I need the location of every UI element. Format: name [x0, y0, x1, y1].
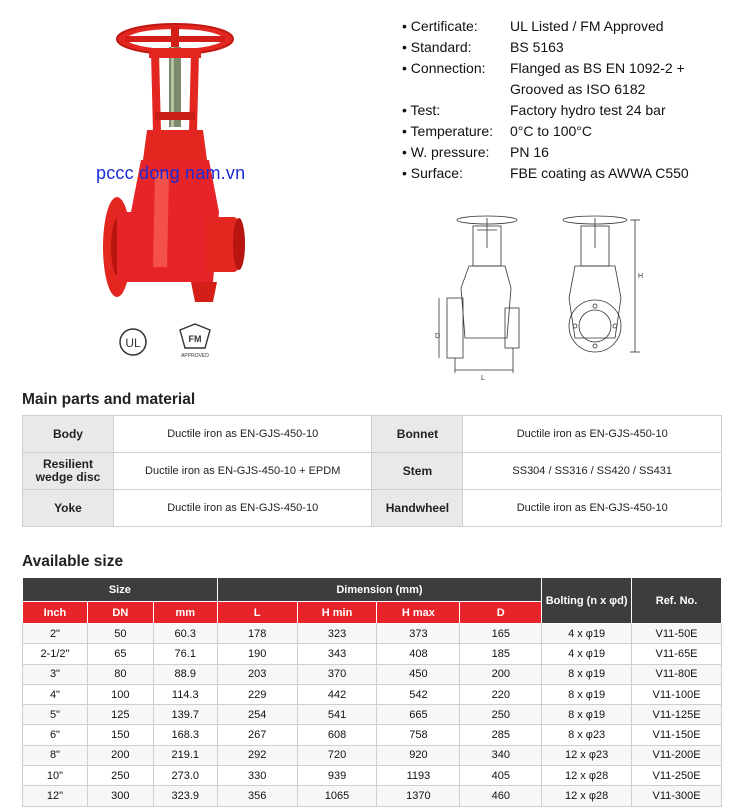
- table-cell: 373: [377, 624, 460, 644]
- part-value: Ductile iron as EN-GJS-450-10: [463, 416, 722, 453]
- table-row: [23, 745, 722, 765]
- table-cell: 10": [23, 766, 88, 786]
- spec-row-certificate: [402, 16, 742, 37]
- part-label: Yoke: [23, 490, 114, 527]
- table-cell: 125: [87, 705, 153, 725]
- table-cell: 442: [297, 684, 377, 704]
- table-cell: V11-150E: [632, 725, 722, 745]
- header-ref-no: Ref. No.: [632, 578, 722, 624]
- spec-list: [402, 16, 742, 184]
- table-cell: 2-1/2": [23, 644, 88, 664]
- table-cell: 542: [377, 684, 460, 704]
- table-cell: 65: [87, 644, 153, 664]
- table-cell: 12": [23, 786, 88, 806]
- table-cell: 939: [297, 766, 377, 786]
- spec-value: FBE coating as AWWA C550: [510, 165, 689, 181]
- table-row: [23, 490, 722, 527]
- header-h-min: H min: [297, 602, 377, 624]
- header-size: Size: [23, 578, 218, 602]
- table-cell: 200: [87, 745, 153, 765]
- header-mm: mm: [153, 602, 217, 624]
- table-row: [23, 786, 722, 806]
- table-cell: V11-80E: [632, 664, 722, 684]
- size-heading: Available size: [22, 553, 124, 570]
- table-row: [23, 664, 722, 684]
- dimension-drawing: [425, 208, 655, 383]
- table-cell: 8": [23, 745, 88, 765]
- table-cell: 1065: [297, 786, 377, 806]
- table-cell: 8 x φ19: [542, 705, 632, 725]
- table-cell: 758: [377, 725, 460, 745]
- table-cell: 114.3: [153, 684, 217, 704]
- table-cell: 229: [217, 684, 297, 704]
- table-cell: 920: [377, 745, 460, 765]
- table-cell: 356: [217, 786, 297, 806]
- table-cell: 665: [377, 705, 460, 725]
- table-cell: 267: [217, 725, 297, 745]
- spec-value: PN 16: [510, 144, 549, 160]
- table-cell: 6": [23, 725, 88, 745]
- table-cell: 405: [460, 766, 542, 786]
- table-cell: 608: [297, 725, 377, 745]
- table-cell: 4": [23, 684, 88, 704]
- part-label: Handwheel: [372, 490, 463, 527]
- table-cell: 220: [460, 684, 542, 704]
- spec-value: BS 5163: [510, 39, 564, 55]
- header-dn: DN: [87, 602, 153, 624]
- table-cell: 12 x φ23: [542, 745, 632, 765]
- table-cell: 2": [23, 624, 88, 644]
- dimension-h-label: H: [638, 273, 644, 280]
- table-row: [23, 766, 722, 786]
- table-cell: 541: [297, 705, 377, 725]
- spec-label: • Surface:: [402, 165, 463, 181]
- table-cell: 340: [460, 745, 542, 765]
- spec-label: • Test:: [402, 102, 441, 118]
- table-cell: 370: [297, 664, 377, 684]
- table-cell: 323: [297, 624, 377, 644]
- table-cell: 250: [460, 705, 542, 725]
- svg-text:FM: FM: [188, 334, 202, 344]
- table-cell: 100: [87, 684, 153, 704]
- part-label: Resilient wedge disc: [23, 453, 114, 490]
- table-cell: 4 x φ19: [542, 644, 632, 664]
- table-cell: 323.9: [153, 786, 217, 806]
- technical-drawing: [425, 208, 655, 383]
- parts-table: [22, 415, 722, 527]
- table-cell: V11-250E: [632, 766, 722, 786]
- spec-label: • Connection:: [402, 60, 486, 76]
- table-cell: 12 x φ28: [542, 766, 632, 786]
- spec-label: • Standard:: [402, 39, 472, 55]
- spec-value: Factory hydro test 24 bar: [510, 102, 666, 118]
- table-row: [23, 644, 722, 664]
- gate-valve-image: [95, 12, 255, 372]
- part-value: Ductile iron as EN-GJS-450-10: [463, 490, 722, 527]
- table-cell: 285: [460, 725, 542, 745]
- parts-heading: Main parts and material: [22, 391, 196, 408]
- header-h-max: H max: [377, 602, 460, 624]
- header-d: D: [460, 602, 542, 624]
- table-cell: 1193: [377, 766, 460, 786]
- table-cell: 254: [217, 705, 297, 725]
- table-cell: 185: [460, 644, 542, 664]
- table-row: [23, 453, 722, 490]
- table-header-row: [23, 578, 722, 602]
- table-cell: V11-100E: [632, 684, 722, 704]
- spec-value: Flanged as BS EN 1092-2 + Grooved as ISO 6182: [510, 60, 685, 97]
- table-cell: 60.3: [153, 624, 217, 644]
- table-cell: 460: [460, 786, 542, 806]
- table-cell: 88.9: [153, 664, 217, 684]
- header-dimension: Dimension (mm): [217, 578, 541, 602]
- table-cell: 200: [460, 664, 542, 684]
- ul-logo: [120, 329, 146, 355]
- table-cell: 720: [297, 745, 377, 765]
- table-cell: 190: [217, 644, 297, 664]
- part-label: Stem: [372, 453, 463, 490]
- table-cell: 12 x φ28: [542, 786, 632, 806]
- table-cell: 1370: [377, 786, 460, 806]
- table-cell: 450: [377, 664, 460, 684]
- spec-row-temperature: [402, 121, 742, 142]
- spec-row-pressure: [402, 142, 742, 163]
- table-cell: 168.3: [153, 725, 217, 745]
- table-cell: 8 x φ19: [542, 664, 632, 684]
- table-row: [23, 624, 722, 644]
- part-label: Bonnet: [372, 416, 463, 453]
- table-cell: 80: [87, 664, 153, 684]
- table-cell: 5": [23, 705, 88, 725]
- table-cell: 4 x φ19: [542, 624, 632, 644]
- table-cell: 3": [23, 664, 88, 684]
- table-cell: V11-200E: [632, 745, 722, 765]
- table-cell: 8 x φ19: [542, 684, 632, 704]
- table-cell: 219.1: [153, 745, 217, 765]
- table-cell: 292: [217, 745, 297, 765]
- svg-text:UL: UL: [125, 336, 141, 350]
- fm-logo: [180, 324, 210, 359]
- table-cell: 343: [297, 644, 377, 664]
- table-cell: 203: [217, 664, 297, 684]
- table-cell: 50: [87, 624, 153, 644]
- header-inch: Inch: [23, 602, 88, 624]
- header-l: L: [217, 602, 297, 624]
- part-value: SS304 / SS316 / SS420 / SS431: [463, 453, 722, 490]
- table-cell: 408: [377, 644, 460, 664]
- spec-label: • Temperature:: [402, 123, 494, 139]
- valve-photo: [95, 12, 255, 372]
- table-cell: 139.7: [153, 705, 217, 725]
- spec-label: • W. pressure:: [402, 144, 490, 160]
- spec-row-connection: [402, 58, 742, 100]
- table-cell: 300: [87, 786, 153, 806]
- table-cell: 8 x φ23: [542, 725, 632, 745]
- header-bolting: Bolting (n x φd): [542, 578, 632, 624]
- spec-value: 0°C to 100°C: [510, 123, 593, 139]
- table-cell: 250: [87, 766, 153, 786]
- table-row: [23, 705, 722, 725]
- table-row: [23, 684, 722, 704]
- size-table: [22, 577, 722, 807]
- svg-text:APPROVED: APPROVED: [181, 353, 209, 359]
- part-value: Ductile iron as EN-GJS-450-10 + EPDM: [113, 453, 372, 490]
- part-value: Ductile iron as EN-GJS-450-10: [113, 416, 372, 453]
- table-cell: 273.0: [153, 766, 217, 786]
- dimension-l-label: L: [481, 375, 485, 382]
- spec-row-test: [402, 100, 742, 121]
- spec-value: UL Listed / FM Approved: [510, 18, 664, 34]
- part-value: Ductile iron as EN-GJS-450-10: [113, 490, 372, 527]
- table-row: [23, 416, 722, 453]
- table-cell: V11-125E: [632, 705, 722, 725]
- table-cell: V11-50E: [632, 624, 722, 644]
- spec-row-standard: [402, 37, 742, 58]
- spec-label: • Certificate:: [402, 18, 478, 34]
- table-cell: 165: [460, 624, 542, 644]
- dimension-d-label: D: [435, 333, 441, 340]
- table-cell: 330: [217, 766, 297, 786]
- table-cell: V11-65E: [632, 644, 722, 664]
- table-row: [23, 725, 722, 745]
- part-label: Body: [23, 416, 114, 453]
- table-cell: 178: [217, 624, 297, 644]
- spec-row-surface: [402, 163, 742, 184]
- table-cell: V11-300E: [632, 786, 722, 806]
- watermark-text: pccc dong nam.vn: [96, 163, 246, 183]
- table-cell: 76.1: [153, 644, 217, 664]
- table-cell: 150: [87, 725, 153, 745]
